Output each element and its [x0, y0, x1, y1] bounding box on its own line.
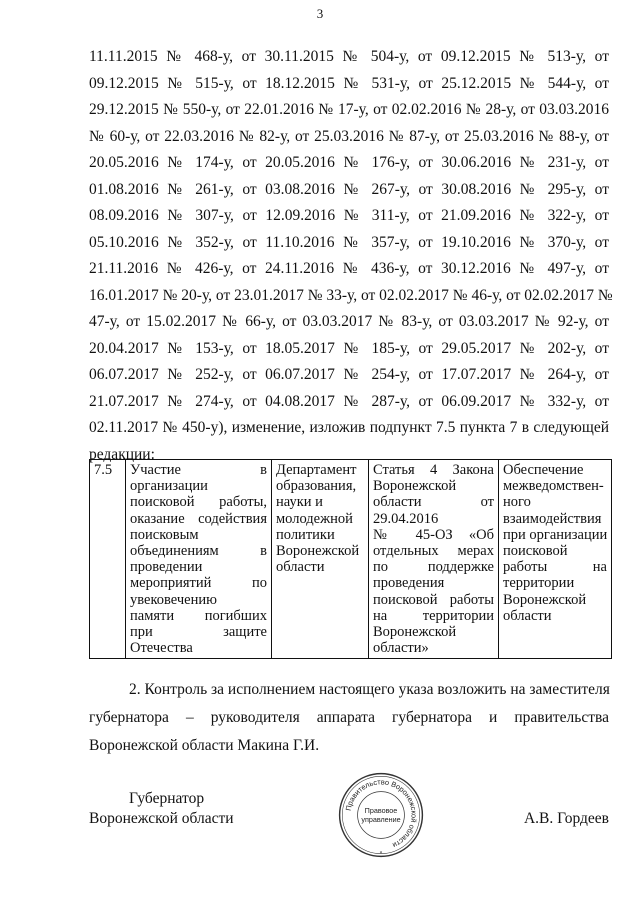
- item-number-cell: [90, 460, 126, 659]
- legal-basis-line: области»: [373, 640, 429, 657]
- text-line: 47-у, от 15.02.2017 № 66-у, от 03.03.2017 № 83-у, от 03.03.2017 № 92-у, от: [89, 313, 609, 330]
- stamp-center-line1: Правовое: [364, 806, 398, 816]
- legal-basis-line: проведения: [373, 575, 445, 592]
- legal-basis-line: Воронежской: [373, 624, 457, 641]
- legal-basis-line: отдельных мерах: [373, 543, 494, 560]
- amendment-table-grid: [89, 459, 612, 659]
- legal-basis-cell: [369, 460, 499, 659]
- table-row: [90, 460, 612, 659]
- activity-line: поисковой работы,: [130, 494, 267, 511]
- text-line: 16.01.2017 № 20-у, от 23.01.2017 № 33-у, от 02.02.2017 № 46-у, от 02.02.2017 №: [89, 286, 613, 304]
- text-line: № 60-у, от 22.03.2016 № 82-у, от 25.03.2016 № 87-у, от 25.03.2016 № 88-у, от: [89, 127, 609, 145]
- executor-line: политики: [276, 526, 335, 543]
- executor-line: Воронежской: [276, 543, 360, 560]
- legal-basis-line: 29.04.2016: [373, 510, 439, 527]
- result-line: при организации: [503, 526, 607, 543]
- signatory-title: Губернатор: [129, 790, 205, 807]
- text-line: 11.11.2015 № 468-у, от 30.11.2015 № 504-у, от 09.12.2015 № 513-у, от: [89, 48, 609, 65]
- executor-line: области: [276, 559, 325, 576]
- legal-basis-line: Воронежской: [373, 478, 457, 495]
- executor-line: молодежной: [276, 510, 353, 527]
- result-line: Воронежской: [503, 591, 587, 608]
- activity-line: памяти погибших: [130, 607, 267, 624]
- text-line: 20.04.2017 № 153-у, от 18.05.2017 № 185-у, от 29.05.2017 № 202-у, от: [89, 339, 609, 357]
- activity-line: оказание содействия: [130, 510, 267, 527]
- legal-basis-line: по поддержке: [373, 559, 494, 576]
- result-line: области: [503, 607, 552, 624]
- legal-basis-line: на территории: [373, 607, 494, 624]
- activity-line: Отечества: [130, 640, 193, 657]
- text-line: 21.07.2017 № 274-у, от 04.08.2017 № 287-у, от 06.09.2017 № 332-у, от: [89, 392, 609, 410]
- text-line: 09.12.2015 № 515-у, от 18.12.2015 № 531-у, от 25.12.2015 № 544-у, от: [89, 74, 609, 92]
- amendment-table: [89, 459, 611, 659]
- result-line: ного: [503, 494, 531, 511]
- executor-cell: [272, 460, 369, 659]
- legal-basis-line: поисковой работы: [373, 591, 494, 608]
- activity-line: объединениям в: [130, 543, 267, 560]
- stamp-ring-text: Правительство Воронежской области: [343, 777, 419, 850]
- activity-line: проведении: [130, 559, 203, 576]
- text-line: 01.08.2016 № 261-у, от 03.08.2016 № 267-у, от 30.08.2016 № 295-у, от: [89, 180, 609, 198]
- text-line: 20.05.2016 № 174-у, от 20.05.2016 № 176-у, от 30.06.2016 № 231-у, от: [89, 154, 609, 171]
- signatory-name: А.В. Гордеев: [523, 810, 609, 827]
- executor-line: науки и: [276, 494, 323, 511]
- text-line: 08.09.2016 № 307-у, от 12.09.2016 № 311-у, от 21.09.2016 № 322-у, от: [89, 207, 609, 224]
- signatory-region: Воронежской области: [89, 810, 234, 827]
- result-line: работы на: [503, 559, 607, 576]
- activity-line: мероприятий по: [130, 575, 267, 592]
- activity-line: увековечению: [130, 591, 217, 608]
- text-line: 02.11.2017 № 450-у), изменение, изложив подпункт 7.5 пункта 7 в следующей: [89, 419, 609, 436]
- activity-cell: [126, 460, 272, 659]
- result-cell: [499, 460, 612, 659]
- legal-basis-line: Статья 4 Закона: [373, 462, 494, 478]
- text-line: Воронежской области Макина Г.И.: [89, 737, 320, 754]
- stamp-star-icon: *: [379, 850, 383, 858]
- legal-basis-line: № 45-ОЗ «Об: [373, 526, 494, 543]
- text-line: 29.12.2015 № 550-у, от 22.01.2016 № 17-у, от 02.02.2016 № 28-у, от 03.03.2016: [89, 101, 609, 118]
- result-line: Обеспечение: [503, 462, 584, 478]
- control-paragraph: [89, 676, 609, 760]
- executor-line: образования,: [276, 478, 357, 495]
- decree-paragraph: [89, 44, 613, 468]
- page-number: 3: [316, 6, 324, 21]
- result-line: поисковой: [503, 543, 568, 560]
- executor-line: Департамент: [276, 462, 357, 478]
- stamp-center-line2: управление: [361, 815, 401, 825]
- activity-line: поисковым: [130, 526, 199, 543]
- text-line: губернатора – руководителя аппарата губернатора и правительства: [89, 709, 609, 726]
- item-number: 7.5: [94, 462, 113, 478]
- activity-line: организации: [130, 478, 208, 495]
- text-line: 05.10.2016 № 352-у, от 11.10.2016 № 357-у, от 19.10.2016 № 370-у, от: [89, 233, 609, 251]
- result-line: территории: [503, 575, 575, 592]
- text-line: 2. Контроль за исполнением настоящего указа возложить на заместителя: [129, 681, 610, 698]
- text-line: редакции:: [89, 445, 155, 463]
- result-line: взаимодействия: [503, 510, 602, 527]
- legal-basis-line: области от: [373, 494, 494, 511]
- text-line: 21.11.2016 № 426-у, от 24.11.2016 № 436-у, от 30.12.2016 № 497-у, от: [89, 260, 609, 277]
- text-line: 06.07.2017 № 252-у, от 06.07.2017 № 254-у, от 17.07.2017 № 264-у, от: [89, 366, 609, 383]
- activity-line: при защите: [130, 624, 267, 641]
- activity-line: Участие в: [130, 462, 267, 478]
- official-stamp: [336, 770, 426, 860]
- result-line: межведомствен-: [503, 478, 604, 495]
